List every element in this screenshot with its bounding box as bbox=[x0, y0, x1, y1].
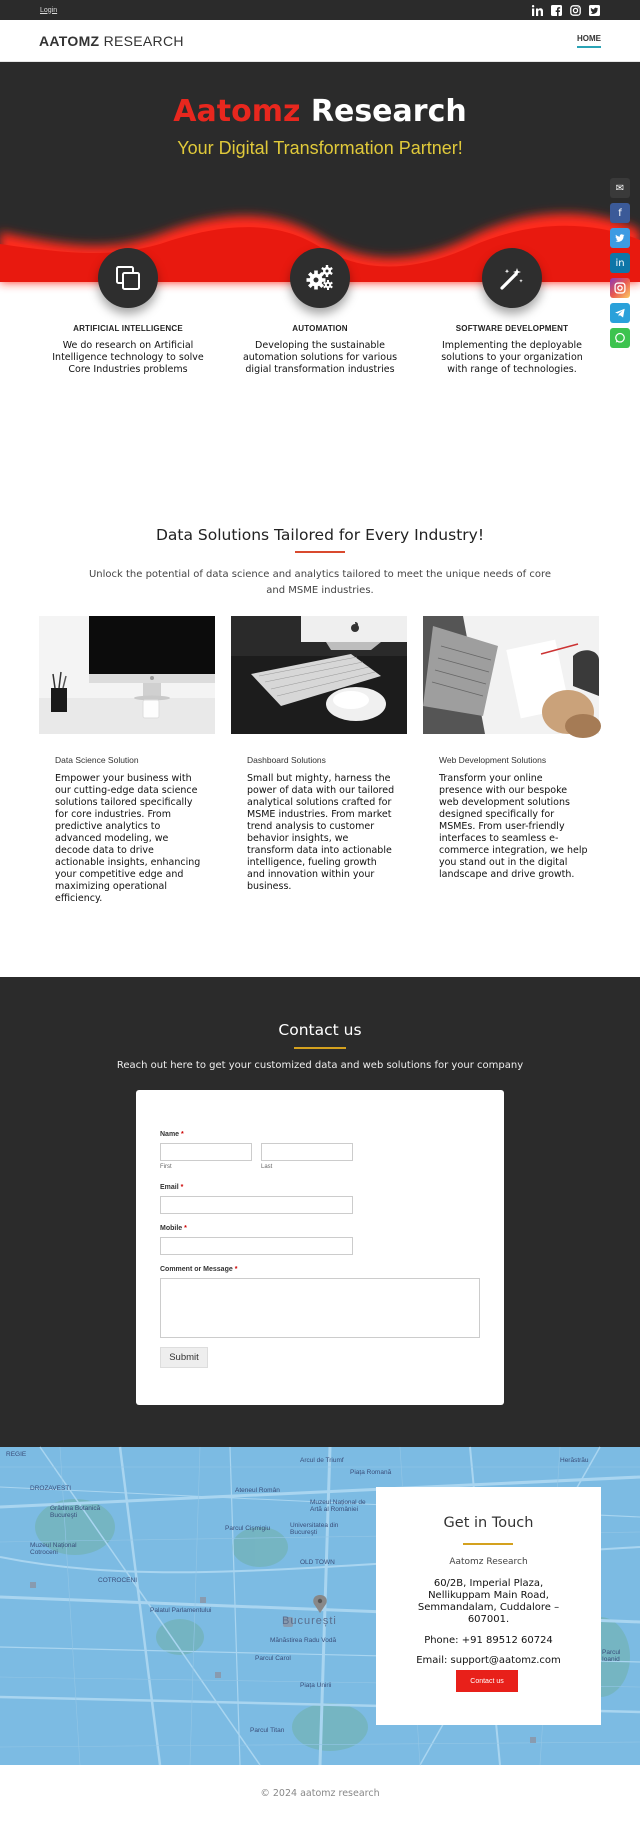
laptop-writing-image bbox=[423, 616, 599, 734]
map-label: Palatul Parlamentului bbox=[150, 1607, 212, 1614]
feature-description: Developing the sustainable automation solutions for various digial transformation industries bbox=[242, 340, 398, 375]
contact-heading: Contact us bbox=[278, 1021, 362, 1039]
map-label: Mănăstirea Radu Vodă bbox=[270, 1637, 337, 1644]
map-label: București bbox=[282, 1615, 337, 1627]
top-bar bbox=[0, 0, 640, 20]
message-label: Comment or Message * bbox=[160, 1266, 238, 1273]
map-label: Parcul Titan bbox=[250, 1727, 285, 1734]
solution-card-webdev bbox=[423, 616, 599, 880]
email-label: Email * bbox=[160, 1184, 184, 1191]
touch-heading: Get in Touch bbox=[443, 1515, 534, 1531]
instagram-icon[interactable] bbox=[570, 5, 581, 16]
company-address: 60/2B, Imperial Plaza, Nellikuppam Main Road, Semmandalam, Cuddalore – 607001. bbox=[417, 1578, 560, 1625]
heading-underline bbox=[294, 1047, 346, 1049]
facebook-icon[interactable] bbox=[551, 5, 562, 16]
map-label: Parcul Ioanid bbox=[602, 1649, 621, 1663]
footer bbox=[0, 1765, 640, 1821]
solutions-section bbox=[0, 447, 640, 977]
imac-desk-image bbox=[39, 616, 215, 734]
map-label: Muzeul Național Cotroceni bbox=[30, 1542, 77, 1556]
name-label: Name * bbox=[160, 1131, 184, 1138]
copy-icon bbox=[98, 248, 158, 308]
hero-title bbox=[0, 94, 640, 129]
brand-bold: AATOMZ bbox=[39, 32, 100, 49]
map-label: Grădina Botanică Bucureşti bbox=[50, 1505, 101, 1519]
twitter-icon[interactable] bbox=[589, 5, 600, 16]
map-label: Parcul Carol bbox=[255, 1655, 291, 1662]
gears-icon bbox=[290, 248, 350, 308]
solutions-heading: Data Solutions Tailored for Every Industry! bbox=[155, 526, 485, 544]
map-label: OLD TOWN bbox=[300, 1559, 335, 1566]
brand-logo[interactable] bbox=[39, 33, 184, 49]
map-label: REGIE bbox=[6, 1451, 27, 1458]
map-label: Ateneul Român bbox=[235, 1487, 280, 1494]
feature-title: ARTIFICIAL INTELLIGENCE bbox=[73, 324, 183, 333]
main-navbar bbox=[0, 20, 640, 62]
contact-us-button[interactable]: Contact us bbox=[456, 1670, 518, 1692]
facebook-icon[interactable]: f bbox=[610, 203, 630, 223]
solution-card-dashboard bbox=[231, 616, 407, 892]
feature-description: We do research on Artificial Intelligence technology to solve Core Industries problems bbox=[52, 340, 204, 375]
map-section[interactable] bbox=[0, 1447, 640, 1765]
solutions-intro: Unlock the potential of data science and analytics tailored to meet the unique needs of core and MSME industries. bbox=[88, 569, 552, 596]
first-name-hint: First bbox=[160, 1164, 172, 1170]
contact-subtitle: Reach out here to get your customized data and web solutions for your company bbox=[116, 1060, 524, 1071]
map-label: Universitatea din Bucureşti bbox=[290, 1522, 339, 1536]
linkedin-icon[interactable]: in bbox=[610, 253, 630, 273]
last-name-input[interactable] bbox=[261, 1143, 353, 1161]
features-section bbox=[0, 282, 640, 447]
get-in-touch-card bbox=[376, 1487, 601, 1725]
contact-form bbox=[136, 1090, 504, 1405]
company-name: Aatomz Research bbox=[449, 1557, 528, 1567]
solution-description: Transform your online presence with our bespoke web development solutions designed specifically for MSMEs. From user-friendly interfaces to seamless e-commerce integration, we help you stand out in the digital landscape and drive growth. bbox=[439, 773, 588, 880]
last-name-hint: Last bbox=[261, 1164, 273, 1170]
top-social-links bbox=[532, 5, 600, 16]
first-name-input[interactable] bbox=[160, 1143, 252, 1161]
solution-description: Empower your business with our cutting-edge data science solutions tailored specifically for core industries. From predictive analytics to advanced modeling, we decode data to drive actionable insights, enhancing your competitive edge and maximizing operational efficiency. bbox=[55, 773, 201, 904]
nav-home-link[interactable]: HOME bbox=[577, 34, 601, 48]
login-link[interactable]: Login bbox=[40, 6, 58, 14]
linkedin-icon[interactable] bbox=[532, 5, 543, 16]
solution-title: Data Science Solution bbox=[55, 755, 139, 765]
twitter-icon[interactable] bbox=[610, 228, 630, 248]
map-label: DROZAVESTI bbox=[30, 1485, 72, 1492]
heading-underline bbox=[463, 1543, 513, 1545]
magic-wand-icon bbox=[482, 248, 542, 308]
email-icon[interactable]: ✉ bbox=[610, 178, 630, 198]
solution-description: Small but mighty, harness the power of data with our tailored analytical solutions crafted for MSME industries. From market trend analysis to customer behavior insights, we transform data into actionable intelligence, fueling growth and innovation within your business. bbox=[247, 773, 395, 892]
feature-title: SOFTWARE DEVELOPMENT bbox=[455, 324, 569, 333]
solution-title: Web Development Solutions bbox=[439, 755, 547, 765]
mobile-field[interactable] bbox=[160, 1237, 353, 1255]
map-label: COTROCENI bbox=[98, 1577, 137, 1584]
copyright-text: © 2024 aatomz research bbox=[260, 1787, 380, 1799]
solution-title: Dashboard Solutions bbox=[247, 755, 326, 765]
map-label: Arcul de Triumf bbox=[300, 1457, 344, 1464]
heading-underline bbox=[295, 551, 345, 553]
email-field[interactable] bbox=[160, 1196, 353, 1214]
solution-card-data-science bbox=[39, 616, 215, 904]
mobile-label: Mobile * bbox=[160, 1225, 187, 1232]
brand-rest: RESEARCH bbox=[103, 32, 184, 49]
submit-button[interactable]: Submit bbox=[160, 1347, 208, 1368]
hero-title-white: Research bbox=[310, 94, 467, 129]
hero-tagline: Your Digital Transformation Partner! bbox=[177, 138, 463, 158]
company-email: Email: support@aatomz.com bbox=[416, 1655, 561, 1666]
company-phone: Phone: +91 89512 60724 bbox=[424, 1635, 553, 1646]
hero-title-red: Aatomz bbox=[173, 94, 301, 129]
map-label: Piața Romană bbox=[350, 1469, 392, 1476]
message-textarea[interactable] bbox=[160, 1278, 480, 1338]
map-label: Muzeul Național de Artă al României bbox=[310, 1499, 366, 1513]
feature-title: AUTOMATION bbox=[292, 324, 348, 333]
contact-section bbox=[0, 977, 640, 1447]
map-label: Herăstrău bbox=[560, 1457, 589, 1464]
map-label: Piața Unirii bbox=[300, 1682, 332, 1689]
feature-description: Implementing the deployable solutions to your organization with range of technologies. bbox=[441, 340, 583, 375]
keyboard-mouse-image bbox=[231, 616, 407, 734]
map-label: Parcul Cişmigiu bbox=[225, 1525, 271, 1532]
